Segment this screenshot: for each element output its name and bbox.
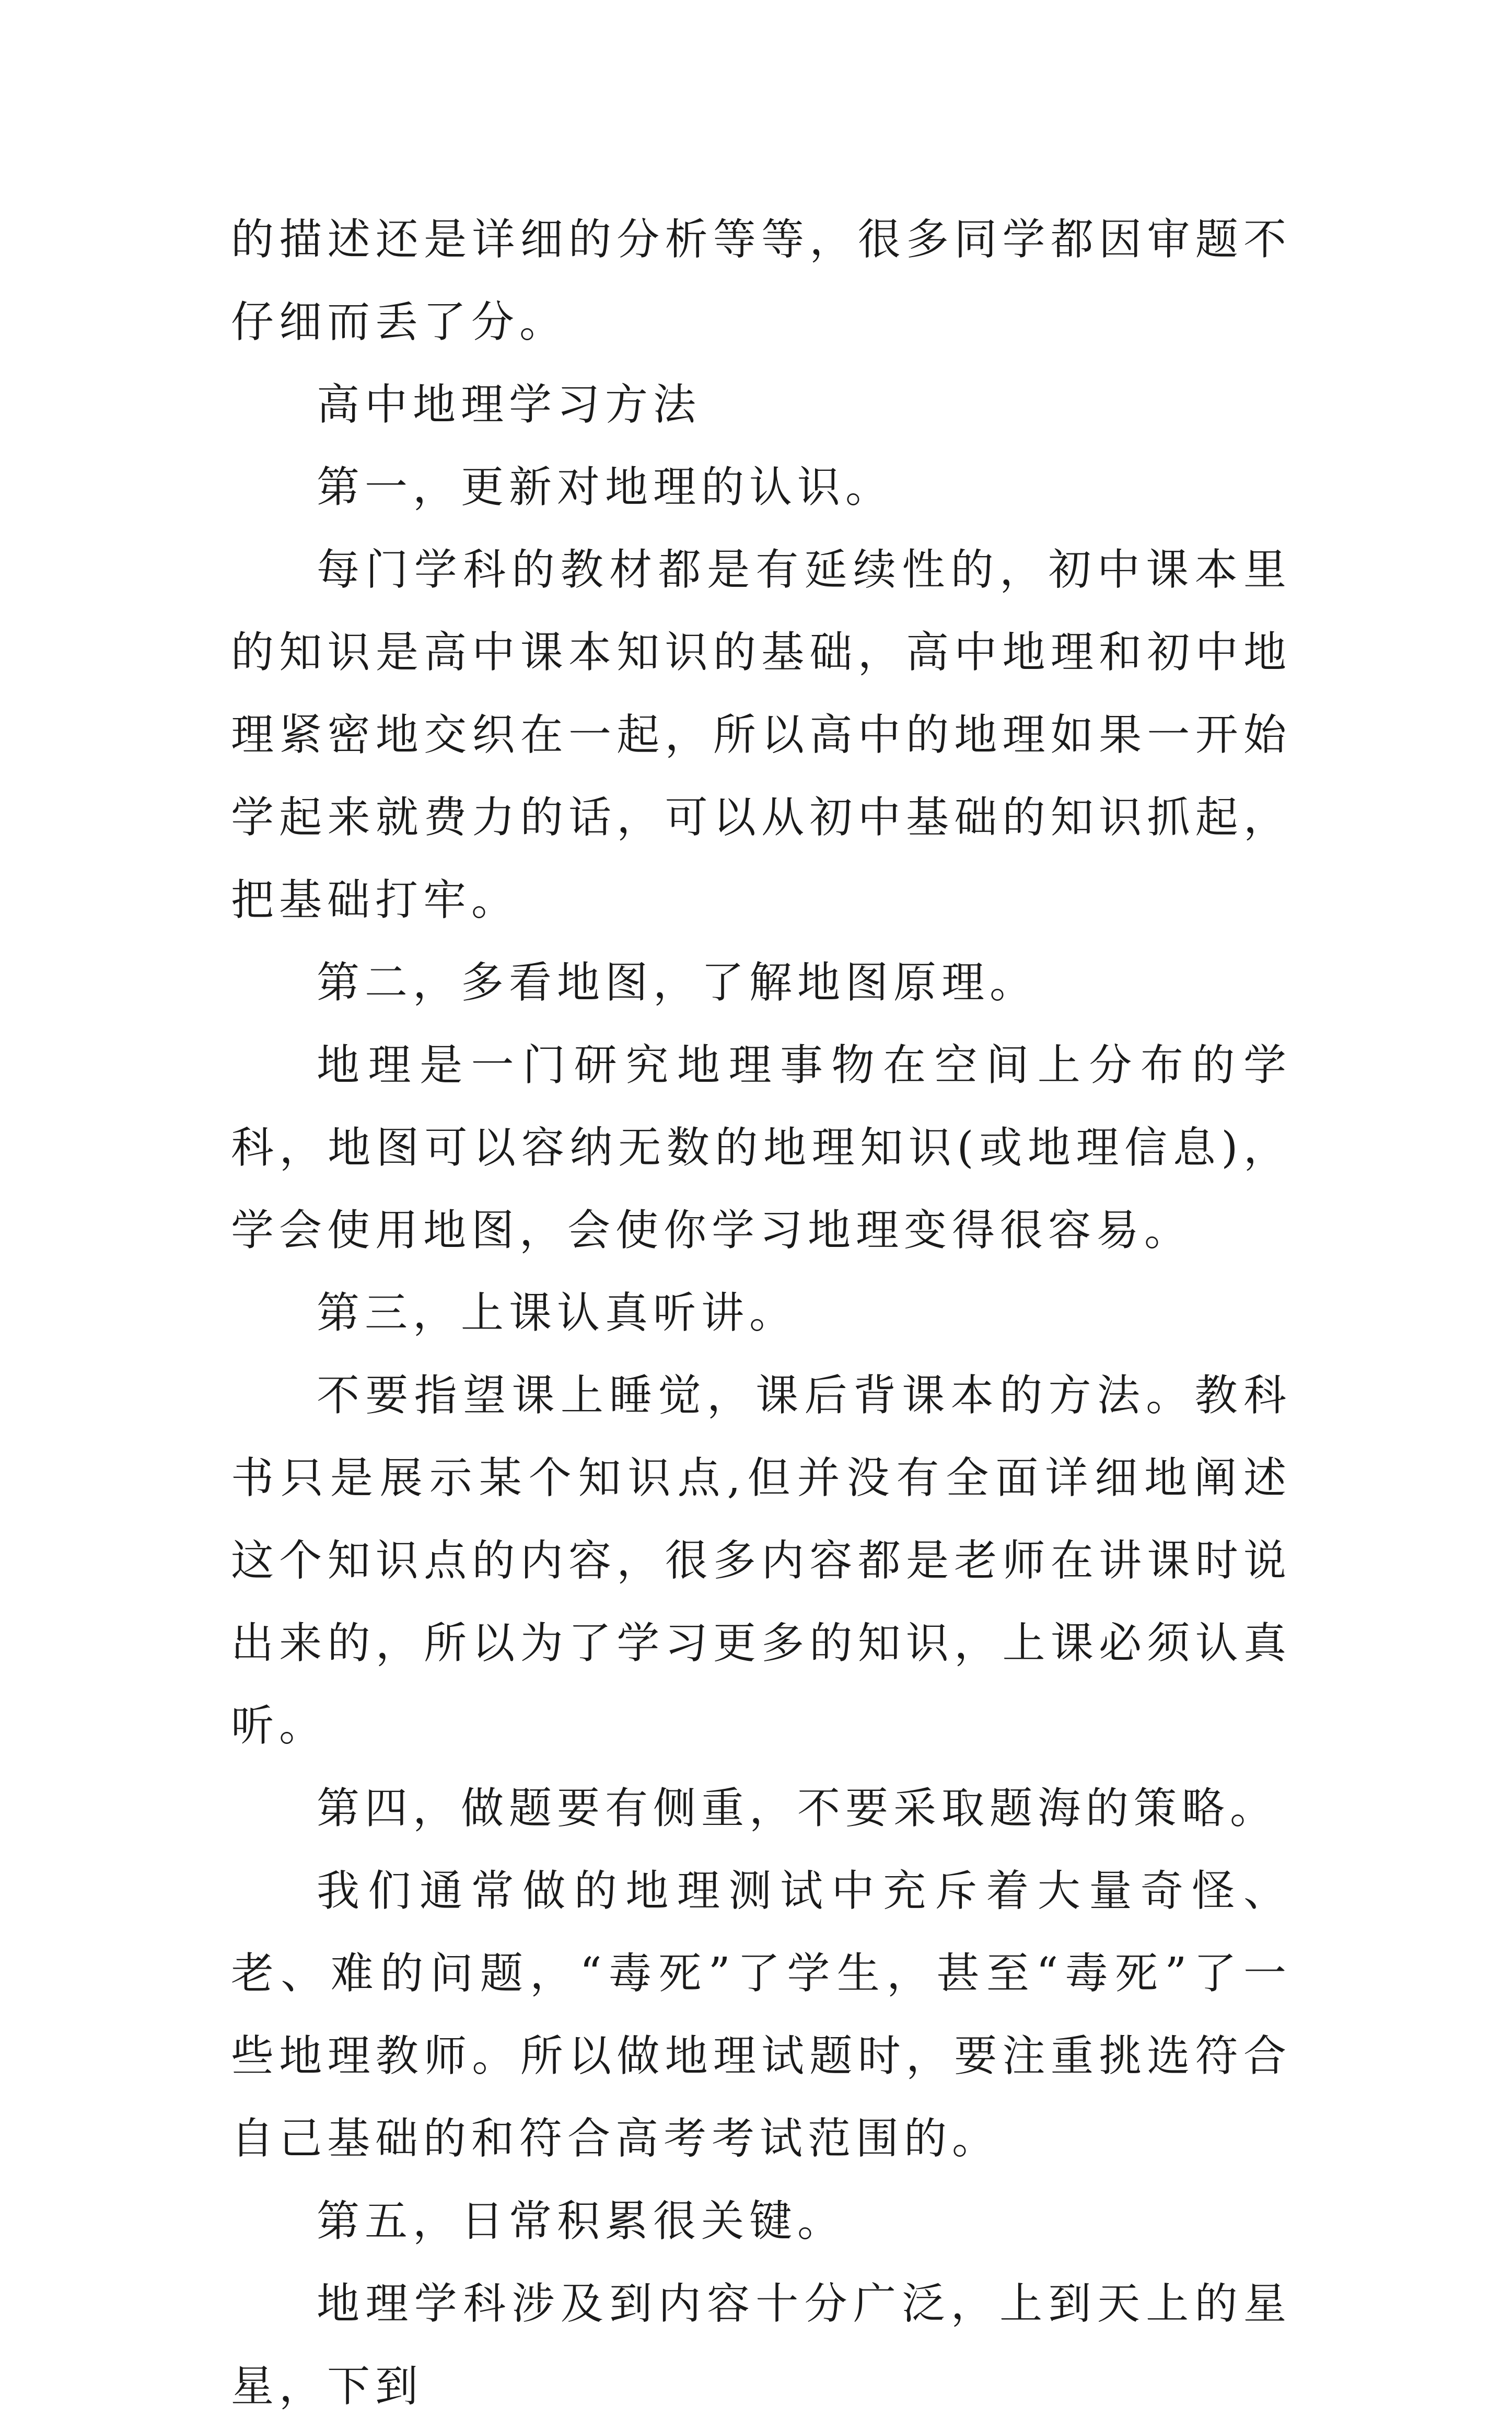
document-body [231,199,1292,2428]
paragraph-continuation: 的描述还是详细的分析等等，很多同学都因审题不仔细而丢了分。 [231,215,1292,347]
method-1-heading: 第一，更新对地理的认识。 [317,463,894,512]
method-1-body: 每门学科的教材都是有延续性的，初中课本里的知识是高中课本知识的基础，高中地理和初中地理紧密地交织在一起，所以高中的地理如果一开始学起来就费力的话，可以从初中基础的知识抓起，把基础打牢。 [231,545,1292,925]
method-4-body: 我们通常做的地理测试中充斥着大量奇怪、老、难的问题，“毒死”了学生，甚至“毒死”了一些地理教师。所以做地理试题时，要注重挑选符合自己基础的和符合高考考试范围的。 [231,1866,1292,2164]
method-2-body: 地理是一门研究地理事物在空间上分布的学科，地图可以容纳无数的地理知识(或地理信息)，学会使用地图，会使你学习地理变得很容易。 [231,1040,1292,1255]
method-5-body: 地理学科涉及到内容十分广泛，上到天上的星星，下到 [231,2279,1292,2411]
method-3-heading: 第三，上课认真听讲。 [317,1288,798,1338]
method-2-heading: 第二，多看地图，了解地图原理。 [317,958,1038,1008]
section-heading: 高中地理学习方法 [317,380,702,430]
method-4-heading: 第四，做题要有侧重，不要采取题海的策略。 [317,1784,1278,1833]
method-5-heading: 第五，日常积累很关键。 [317,2196,846,2246]
method-3-body: 不要指望课上睡觉，课后背课本的方法。教科书只是展示某个知识点,但并没有全面详细地阐述这个知识点的内容，很多内容都是老师在讲课时说出来的，所以为了学习更多的知识，上课必须认真听。 [231,1371,1292,1751]
